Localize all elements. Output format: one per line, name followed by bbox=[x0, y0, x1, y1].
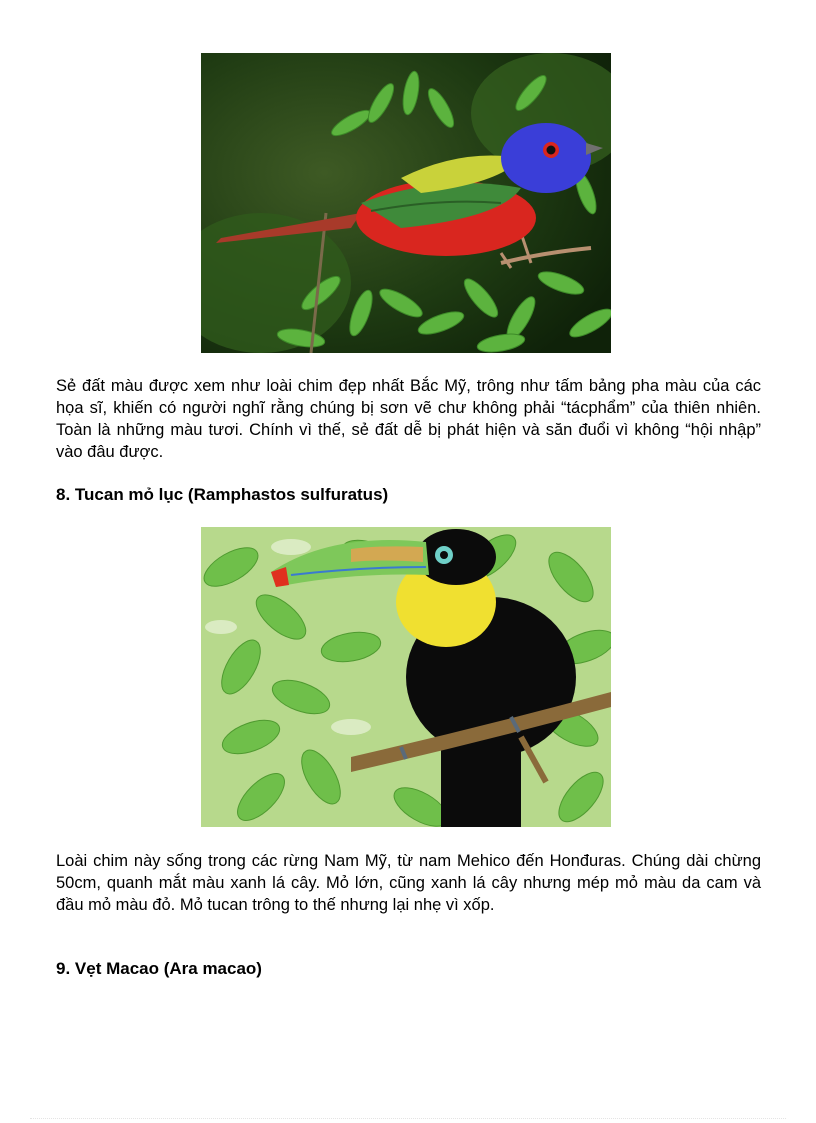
section-heading-macaw: 9. Vẹt Macao (Ara macao) bbox=[56, 959, 262, 978]
painted-bunting-photo bbox=[201, 53, 611, 353]
page-bottom-divider bbox=[30, 1118, 786, 1119]
keel-billed-toucan-photo bbox=[201, 527, 611, 827]
toucan-illustration bbox=[201, 527, 611, 827]
section-heading-toucan: 8. Tucan mỏ lục (Ramphastos sulfuratus) bbox=[56, 485, 389, 504]
painted-bunting-illustration bbox=[201, 53, 611, 353]
toucan-description: Loài chim này sống trong các rừng Nam Mỹ, từ nam Mehico đến Honđuras. Chúng dài chừng 50cm, quanh mắt màu xanh lá cây. Mỏ lớn, cũng xanh lá cây nhưng mép mỏ màu da cam và đầu mỏ màu đỏ. Mỏ tucan trông to thế nhưng lại nhẹ vì xốp. bbox=[56, 852, 761, 914]
painted-bunting-description: Sẻ đất màu được xem như loài chim đẹp nhất Bắc Mỹ, trông như tấm bảng pha màu của các họa sĩ, khiến có người nghĩ rằng chúng bị sơn vẽ chư không phải “tácphẩm” của thiên nhiên. Toàn là những màu tươi. Chính vì thế, sẻ đất dễ bị phát hiện và săn đuổi vì không “hội nhập” vào đâu được. bbox=[56, 377, 761, 461]
